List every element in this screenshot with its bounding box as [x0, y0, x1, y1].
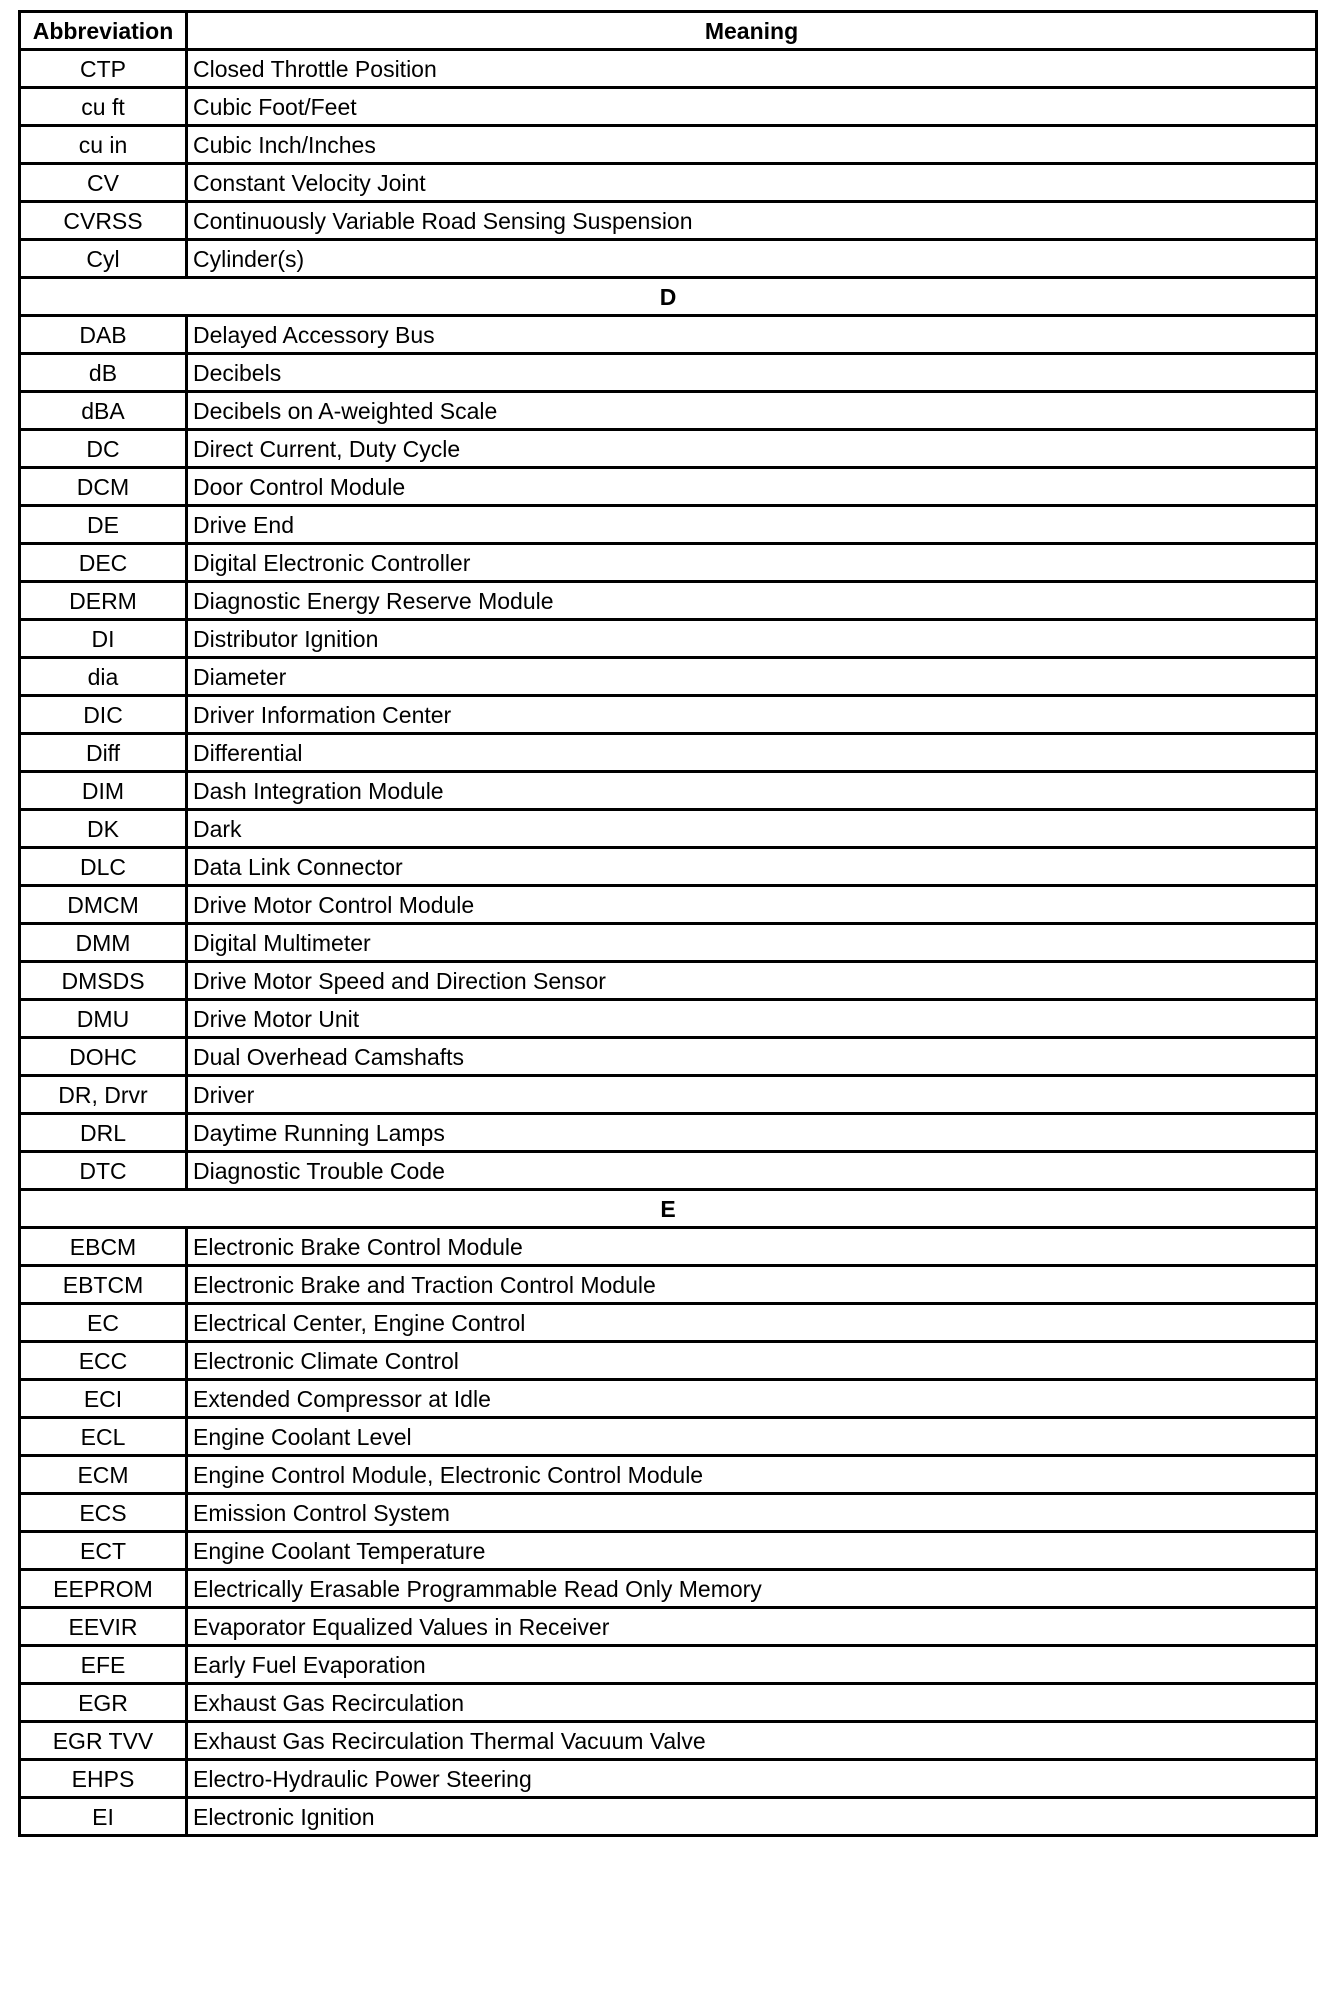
table-row	[20, 1152, 1317, 1190]
header-abbreviation: Abbreviation	[20, 12, 187, 50]
meaning-cell: Decibels on A-weighted Scale	[187, 392, 1317, 430]
abbreviation-cell: EI	[20, 1798, 187, 1836]
table-row	[20, 506, 1317, 544]
abbreviation-cell: CVRSS	[20, 202, 187, 240]
table-row	[20, 1418, 1317, 1456]
meaning-cell: Drive Motor Control Module	[187, 886, 1317, 924]
meaning-cell: Emission Control System	[187, 1494, 1317, 1532]
abbreviation-cell: EC	[20, 1304, 187, 1342]
abbreviation-cell: DR, Drvr	[20, 1076, 187, 1114]
abbreviation-cell: DAB	[20, 316, 187, 354]
meaning-cell: Distributor Ignition	[187, 620, 1317, 658]
abbreviation-cell: dB	[20, 354, 187, 392]
table-row	[20, 658, 1317, 696]
meaning-cell: Extended Compressor at Idle	[187, 1380, 1317, 1418]
table-body	[20, 12, 1317, 1836]
table-row	[20, 924, 1317, 962]
meaning-cell: Electro-Hydraulic Power Steering	[187, 1760, 1317, 1798]
header-row	[20, 12, 1317, 50]
table-row	[20, 696, 1317, 734]
table-row	[20, 1760, 1317, 1798]
table-row	[20, 164, 1317, 202]
abbreviation-cell: DRL	[20, 1114, 187, 1152]
abbreviation-cell: DIC	[20, 696, 187, 734]
table-row	[20, 1608, 1317, 1646]
abbreviation-cell: DC	[20, 430, 187, 468]
table-row	[20, 126, 1317, 164]
abbreviation-cell: ECC	[20, 1342, 187, 1380]
abbreviation-cell: Diff	[20, 734, 187, 772]
abbreviation-cell: DMM	[20, 924, 187, 962]
meaning-cell: Dash Integration Module	[187, 772, 1317, 810]
table-row	[20, 1038, 1317, 1076]
abbreviation-cell: DOHC	[20, 1038, 187, 1076]
abbreviation-cell: DTC	[20, 1152, 187, 1190]
meaning-cell: Data Link Connector	[187, 848, 1317, 886]
table-row	[20, 1228, 1317, 1266]
table-row	[20, 392, 1317, 430]
abbreviation-cell: CTP	[20, 50, 187, 88]
abbreviation-cell: DE	[20, 506, 187, 544]
abbreviations-table	[18, 10, 1318, 1837]
table-row	[20, 544, 1317, 582]
meaning-cell: Exhaust Gas Recirculation	[187, 1684, 1317, 1722]
meaning-cell: Early Fuel Evaporation	[187, 1646, 1317, 1684]
meaning-cell: Electronic Brake and Traction Control Module	[187, 1266, 1317, 1304]
table-row	[20, 1304, 1317, 1342]
meaning-cell: Engine Control Module, Electronic Control Module	[187, 1456, 1317, 1494]
meaning-cell: Door Control Module	[187, 468, 1317, 506]
meaning-cell: Daytime Running Lamps	[187, 1114, 1317, 1152]
table-row	[20, 1798, 1317, 1836]
abbreviation-cell: ECS	[20, 1494, 187, 1532]
abbreviation-cell: DEC	[20, 544, 187, 582]
meaning-cell: Diagnostic Trouble Code	[187, 1152, 1317, 1190]
table-row	[20, 88, 1317, 126]
table-row	[20, 50, 1317, 88]
abbreviation-cell: EEPROM	[20, 1570, 187, 1608]
table-row	[20, 1114, 1317, 1152]
table-row	[20, 582, 1317, 620]
table-row	[20, 1000, 1317, 1038]
abbreviation-cell: DIM	[20, 772, 187, 810]
abbreviation-cell: DCM	[20, 468, 187, 506]
table-row	[20, 430, 1317, 468]
table-row	[20, 354, 1317, 392]
table-row	[20, 962, 1317, 1000]
table-row	[20, 848, 1317, 886]
table-row	[20, 886, 1317, 924]
table-row	[20, 1380, 1317, 1418]
abbreviation-cell: EBTCM	[20, 1266, 187, 1304]
meaning-cell: Engine Coolant Temperature	[187, 1532, 1317, 1570]
meaning-cell: Drive Motor Speed and Direction Sensor	[187, 962, 1317, 1000]
abbreviation-cell: EEVIR	[20, 1608, 187, 1646]
meaning-cell: Constant Velocity Joint	[187, 164, 1317, 202]
abbreviation-cell: DMCM	[20, 886, 187, 924]
meaning-cell: Decibels	[187, 354, 1317, 392]
meaning-cell: Digital Electronic Controller	[187, 544, 1317, 582]
meaning-cell: Electronic Climate Control	[187, 1342, 1317, 1380]
abbreviation-cell: DMSDS	[20, 962, 187, 1000]
section-row	[20, 278, 1317, 316]
table-row	[20, 734, 1317, 772]
abbreviation-cell: DK	[20, 810, 187, 848]
abbreviation-cell: EFE	[20, 1646, 187, 1684]
meaning-cell: Cylinder(s)	[187, 240, 1317, 278]
meaning-cell: Electronic Ignition	[187, 1798, 1317, 1836]
abbreviation-cell: dBA	[20, 392, 187, 430]
abbreviation-cell: Cyl	[20, 240, 187, 278]
table-row	[20, 1494, 1317, 1532]
meaning-cell: Diameter	[187, 658, 1317, 696]
table-row	[20, 772, 1317, 810]
meaning-cell: Cubic Inch/Inches	[187, 126, 1317, 164]
meaning-cell: Drive End	[187, 506, 1317, 544]
abbreviation-cell: DMU	[20, 1000, 187, 1038]
meaning-cell: Evaporator Equalized Values in Receiver	[187, 1608, 1317, 1646]
table-row	[20, 1342, 1317, 1380]
meaning-cell: Electrically Erasable Programmable Read Only Memory	[187, 1570, 1317, 1608]
table-row	[20, 240, 1317, 278]
meaning-cell: Dark	[187, 810, 1317, 848]
table-row	[20, 1570, 1317, 1608]
abbreviation-cell: DLC	[20, 848, 187, 886]
meaning-cell: Diagnostic Energy Reserve Module	[187, 582, 1317, 620]
abbreviation-cell: EBCM	[20, 1228, 187, 1266]
meaning-cell: Driver	[187, 1076, 1317, 1114]
abbreviation-cell: ECL	[20, 1418, 187, 1456]
meaning-cell: Electrical Center, Engine Control	[187, 1304, 1317, 1342]
table-row	[20, 810, 1317, 848]
table-row	[20, 316, 1317, 354]
table-row	[20, 1532, 1317, 1570]
header-meaning: Meaning	[187, 12, 1317, 50]
meaning-cell: Differential	[187, 734, 1317, 772]
meaning-cell: Dual Overhead Camshafts	[187, 1038, 1317, 1076]
table-row	[20, 1456, 1317, 1494]
abbreviation-cell: cu in	[20, 126, 187, 164]
meaning-cell: Driver Information Center	[187, 696, 1317, 734]
abbreviation-cell: ECI	[20, 1380, 187, 1418]
abbreviation-cell: cu ft	[20, 88, 187, 126]
table-row	[20, 202, 1317, 240]
meaning-cell: Continuously Variable Road Sensing Suspension	[187, 202, 1317, 240]
meaning-cell: Direct Current, Duty Cycle	[187, 430, 1317, 468]
table-row	[20, 1076, 1317, 1114]
meaning-cell: Delayed Accessory Bus	[187, 316, 1317, 354]
meaning-cell: Electronic Brake Control Module	[187, 1228, 1317, 1266]
table-row	[20, 1266, 1317, 1304]
abbreviation-cell: ECT	[20, 1532, 187, 1570]
abbreviation-cell: CV	[20, 164, 187, 202]
abbreviation-cell: EGR	[20, 1684, 187, 1722]
section-row	[20, 1190, 1317, 1228]
abbreviation-cell: EGR TVV	[20, 1722, 187, 1760]
abbreviation-cell: dia	[20, 658, 187, 696]
table-row	[20, 1684, 1317, 1722]
abbreviation-cell: DERM	[20, 582, 187, 620]
abbreviation-cell: EHPS	[20, 1760, 187, 1798]
meaning-cell: Drive Motor Unit	[187, 1000, 1317, 1038]
meaning-cell: Exhaust Gas Recirculation Thermal Vacuum Valve	[187, 1722, 1317, 1760]
meaning-cell: Engine Coolant Level	[187, 1418, 1317, 1456]
abbreviation-cell: DI	[20, 620, 187, 658]
table-row	[20, 1646, 1317, 1684]
section-letter: E	[20, 1190, 1317, 1228]
table-row	[20, 1722, 1317, 1760]
table-row	[20, 468, 1317, 506]
meaning-cell: Closed Throttle Position	[187, 50, 1317, 88]
section-letter: D	[20, 278, 1317, 316]
meaning-cell: Cubic Foot/Feet	[187, 88, 1317, 126]
meaning-cell: Digital Multimeter	[187, 924, 1317, 962]
table-row	[20, 620, 1317, 658]
abbreviation-cell: ECM	[20, 1456, 187, 1494]
